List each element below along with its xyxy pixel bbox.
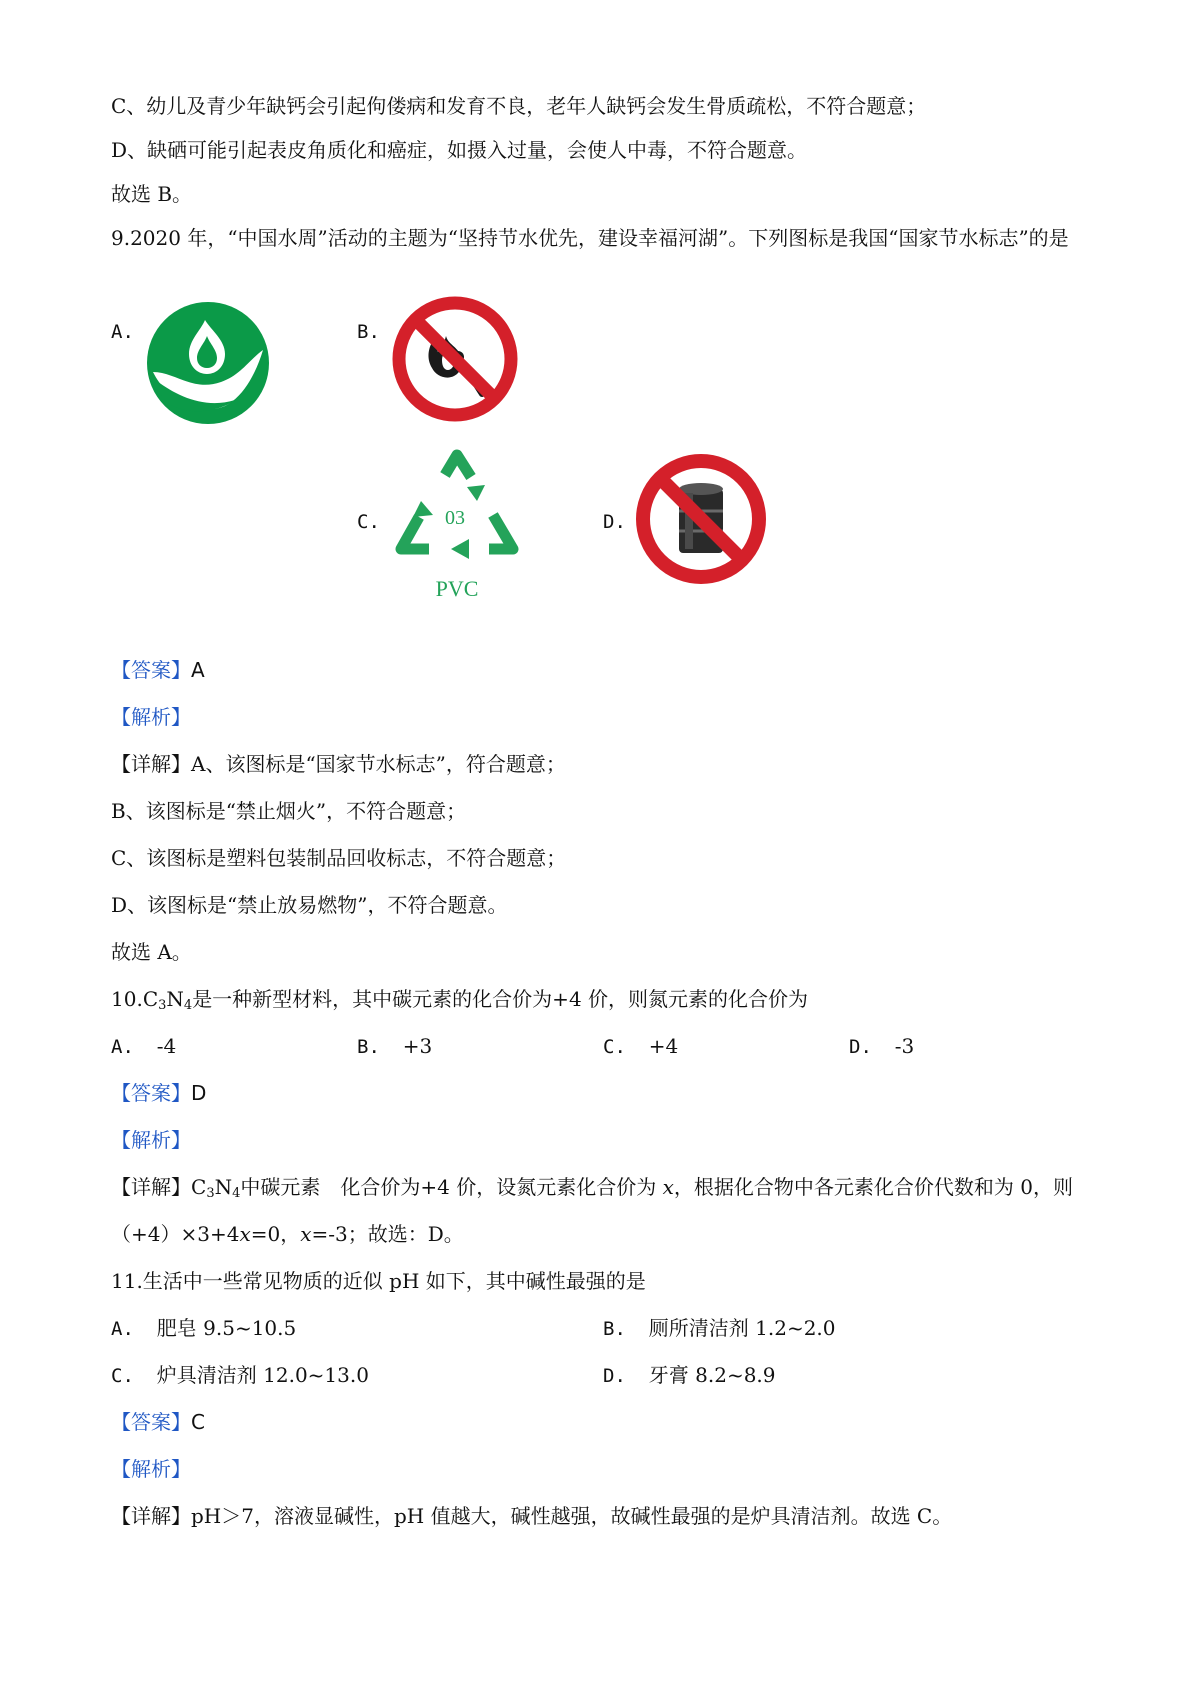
option-value: 炉具清洁剂 12.0~13.0	[156, 1363, 369, 1387]
q9-option-c-letter: C.	[357, 511, 380, 533]
text-line: 故选 B。	[111, 182, 193, 206]
answer-value: C	[191, 1410, 205, 1434]
question-number: 10.	[111, 987, 143, 1011]
text-line: D、缺硒可能引起表皮角质化和癌症，如摄入过量，会使人中毒，不符合题意。	[111, 138, 808, 162]
q10-answer	[111, 1079, 206, 1107]
detail-text: =-3；故选：D。	[311, 1222, 464, 1246]
answer-value: A	[191, 658, 205, 682]
stem-text: 是一种新型材料，其中碳元素的化合价为+4 价，则氮元素的化合价为	[192, 987, 809, 1011]
analysis-tag: 【解析】	[111, 705, 191, 729]
q10-detail-2	[111, 1220, 464, 1248]
detail-tag: 【详解】	[111, 1175, 191, 1199]
q10-analysis-tag	[111, 1126, 191, 1154]
analysis-tag: 【解析】	[111, 1457, 191, 1481]
detail-text: （+4）×3+4	[111, 1222, 240, 1246]
option-letter: C.	[111, 1365, 134, 1387]
option-letter: D.	[603, 1365, 626, 1387]
water-saving-icon	[145, 300, 271, 426]
no-flammable-barrel-icon	[633, 451, 769, 587]
q10-option-a	[111, 1032, 176, 1061]
detail-tag: 【详解】	[111, 1504, 191, 1528]
detail-text: pH＞7，溶液显碱性，pH 值越大，碱性越强，故碱性最强的是炉具清洁剂。故选 C。	[191, 1504, 953, 1528]
recycle-code: 03	[445, 507, 465, 529]
q10-option-c	[603, 1032, 678, 1061]
formula-c-sub: 3	[158, 998, 167, 1013]
question-10-stem	[111, 985, 808, 1013]
answer-tag: 【答案】	[111, 1410, 191, 1434]
answer-value: D	[191, 1081, 207, 1105]
recycle-pvc-icon	[389, 445, 525, 605]
analysis-tag: 【解析】	[111, 1128, 191, 1152]
formula-n-sub: 4	[232, 1186, 241, 1201]
option-value: 肥皂 9.5~10.5	[156, 1316, 297, 1340]
text-line: C、幼儿及青少年缺钙会引起佝偻病和发育不良，老年人缺钙会发生骨质疏松，不符合题意；	[111, 94, 927, 118]
q11-detail	[111, 1502, 952, 1530]
question-9-stem: 9.2020 年，“中国水周”活动的主题为“坚持节水优先，建设幸福河湖”。下列图标是我国“国家节水标志”的是	[111, 226, 1069, 250]
formula-c: C	[142, 987, 159, 1011]
detail-text: =0，	[250, 1222, 301, 1246]
q9-option-a-letter: A.	[111, 321, 134, 343]
q11-option-b	[603, 1314, 836, 1343]
q9-detail-1	[111, 750, 566, 778]
option-letter: B.	[357, 1036, 380, 1058]
q11-option-c	[111, 1361, 369, 1390]
q10-detail-1	[111, 1173, 1073, 1201]
option-letter: C.	[603, 1036, 626, 1058]
q9-detail-3: C、该图标是塑料包装制品回收标志，不符合题意；	[111, 846, 567, 870]
q11-option-a	[111, 1314, 296, 1343]
no-fire-icon	[390, 294, 520, 424]
variable-x: x	[300, 1222, 312, 1246]
q9-detail-4: D、该图标是“禁止放易燃物”，不符合题意。	[111, 893, 508, 917]
answer-tag: 【答案】	[111, 1081, 191, 1105]
option-letter: A.	[111, 1318, 134, 1340]
option-letter: B.	[603, 1318, 626, 1340]
q10-option-b	[357, 1032, 432, 1061]
q9-analysis-tag	[111, 703, 191, 731]
option-value: +3	[402, 1034, 433, 1058]
q9-answer	[111, 656, 205, 684]
option-value: 牙膏 8.2~8.9	[648, 1363, 776, 1387]
detail-tag: 【详解】	[111, 752, 191, 776]
option-letter: A.	[111, 1036, 134, 1058]
detail-text: ，根据化合物中各元素化合价代数和为 0，则	[673, 1175, 1073, 1199]
formula-c-sub: 3	[206, 1186, 215, 1201]
option-value: -3	[894, 1034, 915, 1058]
formula-n: N	[166, 987, 184, 1011]
option-value: 厕所清洁剂 1.2~2.0	[648, 1316, 836, 1340]
q9-detail-2: B、该图标是“禁止烟火”，不符合题意；	[111, 799, 467, 823]
q10-option-d	[849, 1032, 914, 1061]
detail-text: 中碳元素 化合价为+4 价，设氮元素化合价为	[240, 1175, 663, 1199]
variable-x: x	[662, 1175, 674, 1199]
q11-analysis-tag	[111, 1455, 191, 1483]
variable-x: x	[239, 1222, 251, 1246]
option-value: +4	[648, 1034, 679, 1058]
q9-option-d-letter: D.	[603, 511, 626, 533]
q9-option-b-letter: B.	[357, 321, 380, 343]
question-11-stem: 11.生活中一些常见物质的近似 pH 如下，其中碱性最强的是	[111, 1269, 646, 1293]
formula-n: N	[214, 1175, 233, 1199]
q9-detail-5: 故选 A。	[111, 940, 192, 964]
formula-n-sub: 4	[183, 998, 193, 1013]
detail-text: A、该图标是“国家节水标志”，符合题意；	[191, 752, 566, 776]
q11-option-d	[603, 1361, 776, 1390]
option-letter: D.	[849, 1036, 872, 1058]
recycle-caption: PVC	[435, 576, 479, 601]
answer-tag: 【答案】	[111, 658, 191, 682]
formula-c: C	[191, 1175, 207, 1199]
q11-answer	[111, 1408, 205, 1436]
option-value: -4	[156, 1034, 177, 1058]
